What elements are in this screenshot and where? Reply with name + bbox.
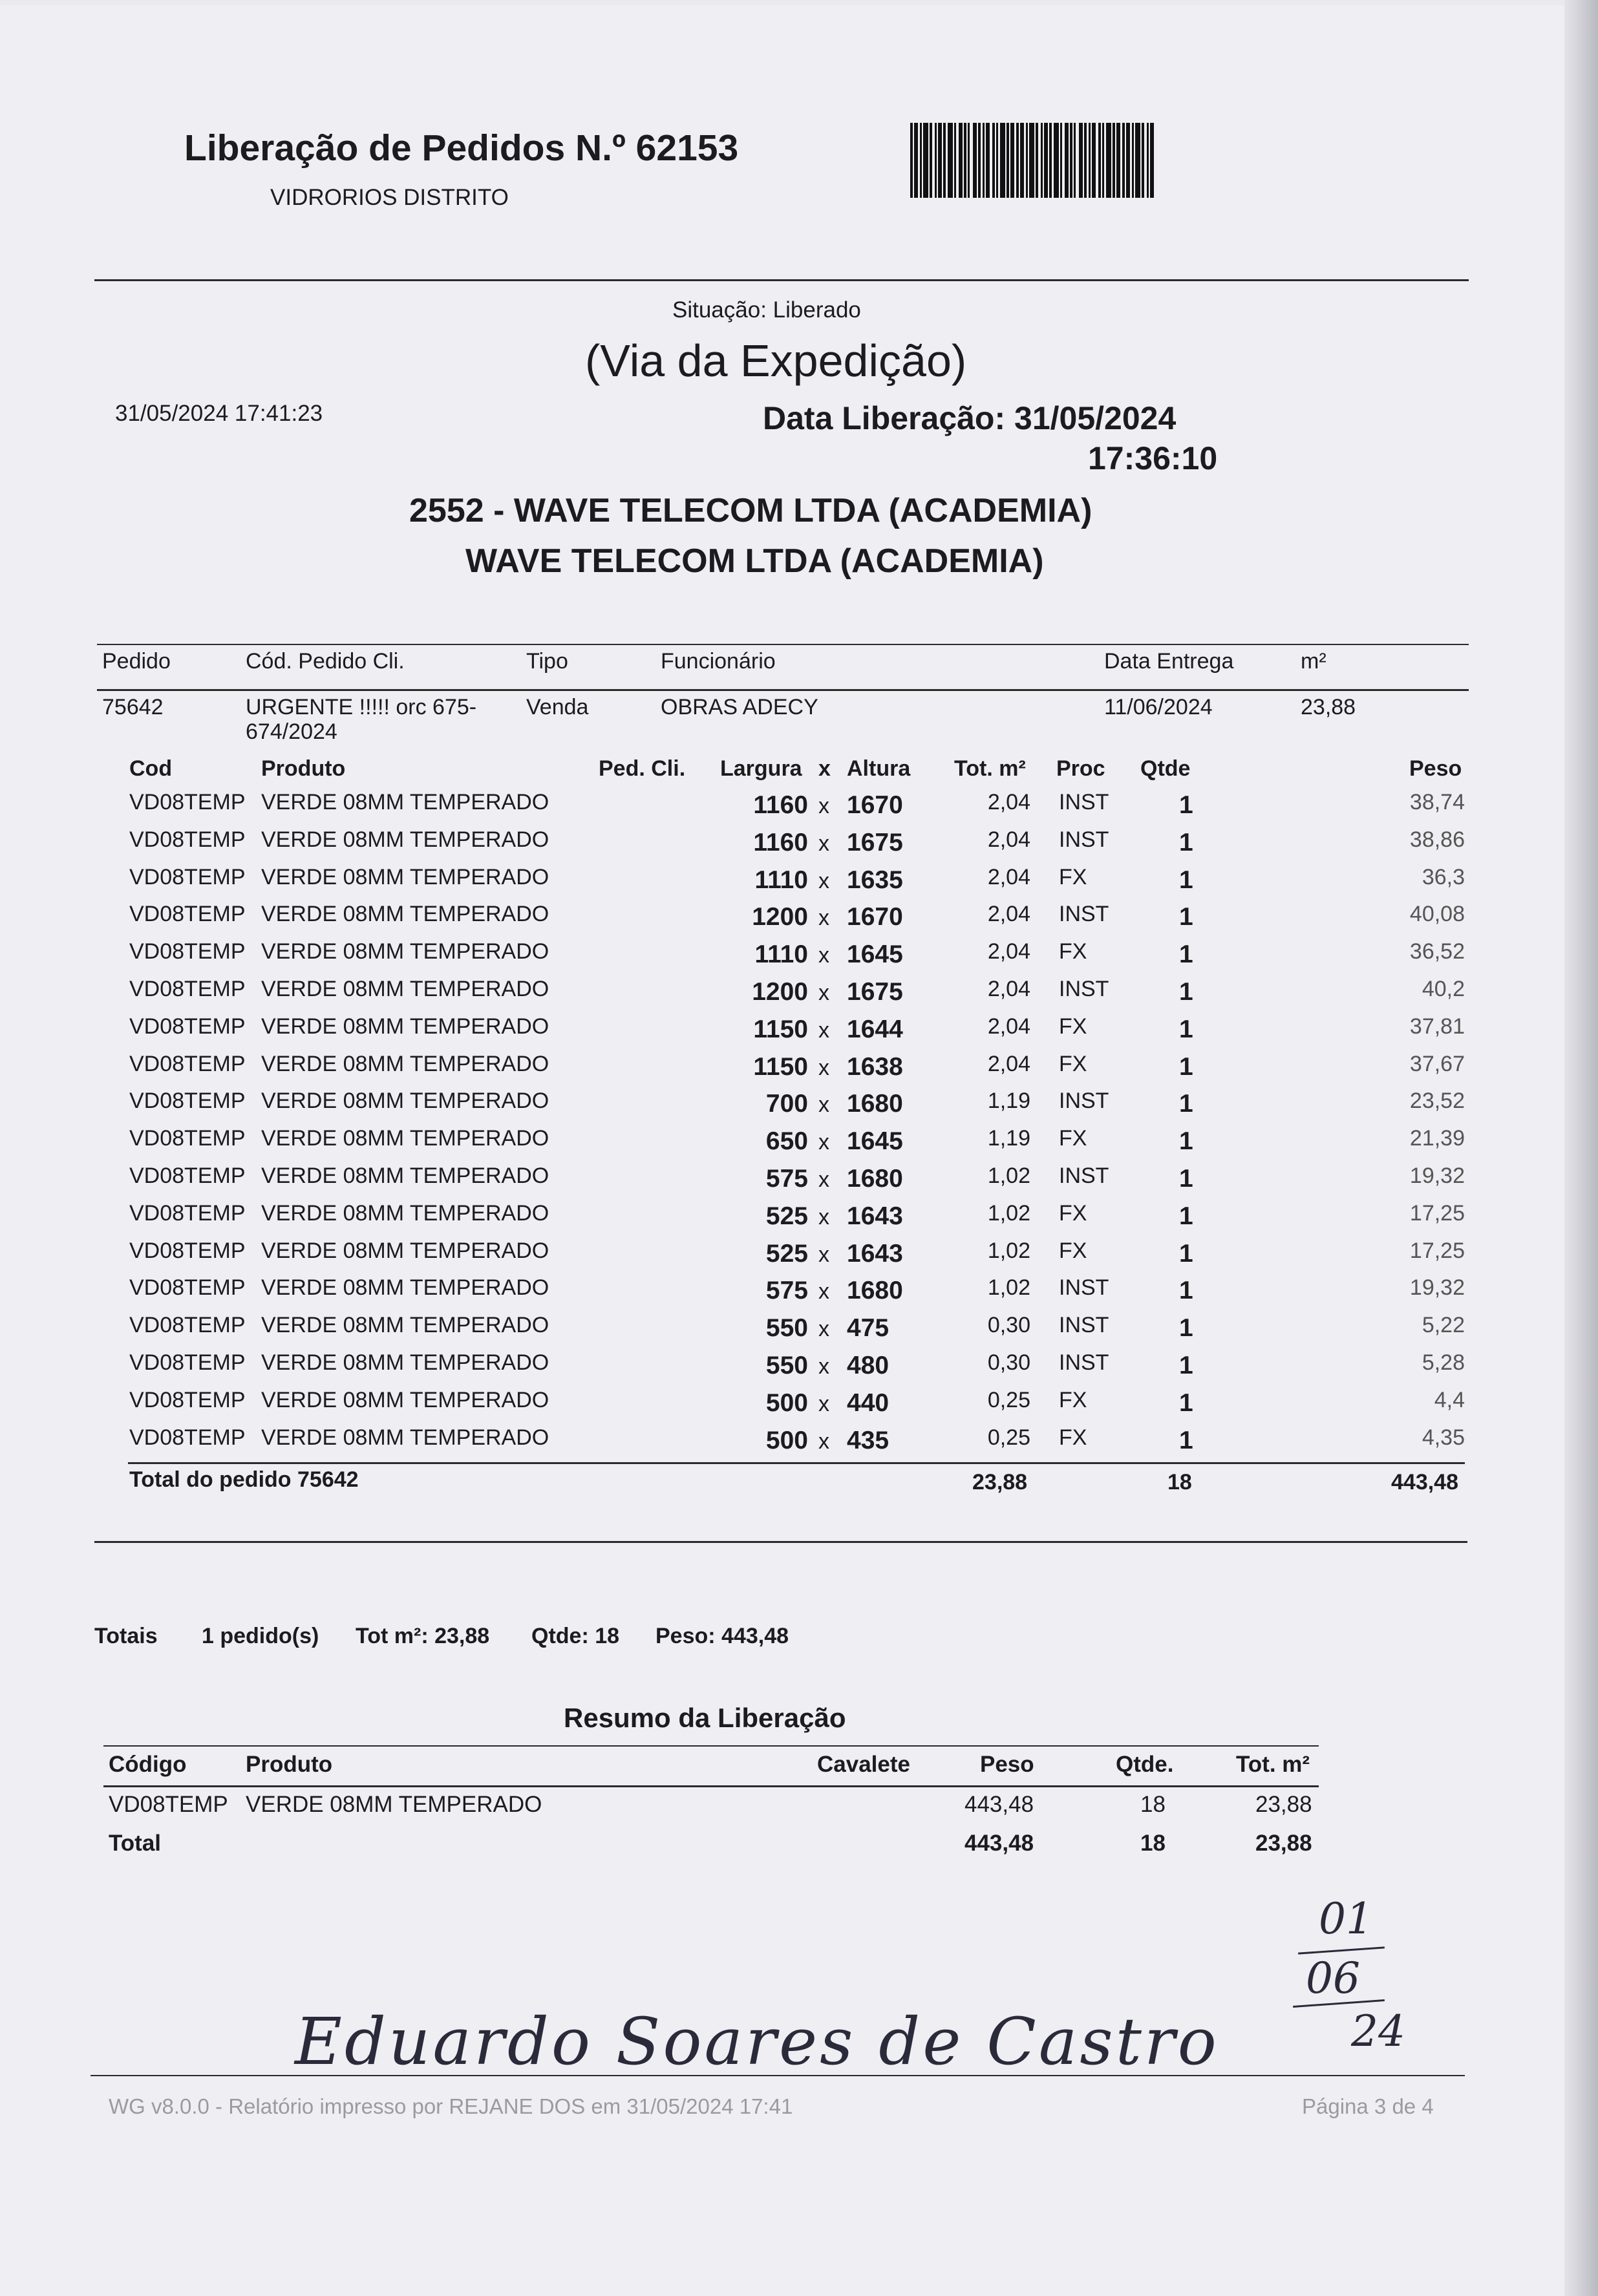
- item-col-qtde: Qtde: [1140, 756, 1191, 781]
- item-proc: FX: [1059, 1238, 1087, 1263]
- summary-total-qtde: 18: [1140, 1831, 1166, 1856]
- item-tot-m2: 2,04: [987, 1052, 1030, 1076]
- item-qtde: 1: [1179, 1314, 1193, 1342]
- summary-title: Resumo da Liberação: [564, 1703, 846, 1733]
- item-peso: 40,2: [1422, 977, 1465, 1001]
- col-funcionario: Funcionário: [661, 649, 776, 674]
- item-tot-m2: 2,04: [987, 1014, 1030, 1039]
- item-largura: 525: [765, 1240, 808, 1268]
- summary-col-codigo: Código: [109, 1752, 187, 1777]
- item-peso: 21,39: [1409, 1126, 1465, 1151]
- item-proc: FX: [1059, 1388, 1087, 1412]
- item-cod: VD08TEMP: [129, 977, 246, 1001]
- item-peso: 38,74: [1409, 790, 1465, 814]
- item-x-sign: x: [818, 1392, 829, 1416]
- summary-header-line: [103, 1785, 1319, 1787]
- item-altura: 1670: [847, 903, 903, 931]
- handwritten-month: 06: [1306, 1953, 1360, 2003]
- item-x-sign: x: [818, 1167, 829, 1192]
- item-proc: FX: [1059, 1052, 1087, 1076]
- signature: Eduardo Soares de Castro: [295, 2004, 1219, 2079]
- item-qtde: 1: [1179, 903, 1193, 931]
- item-cod: VD08TEMP: [129, 1313, 246, 1337]
- item-qtde: 1: [1179, 791, 1193, 819]
- item-qtde: 1: [1179, 1240, 1193, 1268]
- order-m2: 23,88: [1301, 695, 1356, 719]
- item-tot-m2: 2,04: [987, 865, 1030, 889]
- document-title: Liberação de Pedidos N.º 62153: [184, 127, 739, 169]
- item-cod: VD08TEMP: [129, 865, 246, 889]
- summary-total-label: Total: [109, 1831, 162, 1856]
- item-proc: FX: [1059, 939, 1087, 964]
- item-peso: 5,28: [1422, 1350, 1465, 1375]
- item-proc: INST: [1059, 1313, 1109, 1337]
- item-peso: 37,67: [1409, 1052, 1465, 1076]
- totals-orders: 1 pedido(s): [202, 1624, 319, 1648]
- item-produto: VERDE 08MM TEMPERADO: [261, 1350, 549, 1375]
- order-total-m2: 23,88: [972, 1470, 1028, 1494]
- col-pedido: Pedido: [102, 649, 171, 674]
- item-cod: VD08TEMP: [129, 1164, 246, 1188]
- item-altura: 440: [847, 1389, 890, 1417]
- item-qtde: 1: [1179, 1352, 1193, 1379]
- summary-col-cavalete: Cavalete: [817, 1752, 910, 1777]
- item-x-sign: x: [818, 981, 829, 1005]
- summary-col-produto: Produto: [246, 1752, 333, 1777]
- item-peso: 37,81: [1409, 1014, 1465, 1039]
- item-tot-m2: 2,04: [987, 902, 1030, 926]
- totals-label: Totais: [94, 1624, 158, 1648]
- item-peso: 19,32: [1409, 1164, 1465, 1188]
- item-col-proc: Proc: [1056, 756, 1105, 781]
- item-col-altura: Altura: [847, 756, 911, 781]
- item-proc: INST: [1059, 1275, 1109, 1300]
- item-altura: 1680: [847, 1165, 903, 1193]
- item-peso: 36,3: [1422, 865, 1465, 889]
- order-delivery-date: 11/06/2024: [1104, 695, 1213, 719]
- handwritten-day: 01: [1319, 1894, 1373, 1944]
- item-proc: FX: [1059, 1425, 1087, 1450]
- item-altura: 1675: [847, 829, 903, 856]
- client-code-name: 2552 - WAVE TELECOM LTDA (ACADEMIA): [409, 492, 1092, 529]
- item-altura: 1643: [847, 1202, 903, 1230]
- item-produto: VERDE 08MM TEMPERADO: [261, 1388, 549, 1412]
- copy-type: (Via da Expedição): [585, 335, 967, 386]
- item-cod: VD08TEMP: [129, 790, 246, 814]
- summary-total-tot-m2: 23,88: [1255, 1831, 1312, 1856]
- item-qtde: 1: [1179, 866, 1193, 894]
- summary-col-peso: Peso: [980, 1752, 1034, 1777]
- item-largura: 1200: [752, 978, 808, 1006]
- item-proc: FX: [1059, 1201, 1087, 1226]
- item-x-sign: x: [818, 943, 829, 968]
- item-cod: VD08TEMP: [129, 939, 246, 964]
- item-proc: INST: [1059, 902, 1109, 926]
- item-largura: 1200: [752, 903, 808, 931]
- col-data-entrega: Data Entrega: [1104, 649, 1234, 674]
- item-peso: 17,25: [1409, 1201, 1465, 1226]
- item-x-sign: x: [818, 1279, 829, 1304]
- item-altura: 1675: [847, 978, 903, 1006]
- summary-total-peso: 443,48: [964, 1831, 1034, 1856]
- item-x-sign: x: [818, 831, 829, 856]
- item-tot-m2: 2,04: [987, 827, 1030, 852]
- items-total-line: [128, 1462, 1465, 1464]
- item-x-sign: x: [818, 1056, 829, 1080]
- company-name: VIDRORIOS DISTRITO: [270, 185, 509, 210]
- item-produto: VERDE 08MM TEMPERADO: [261, 1052, 549, 1076]
- item-cod: VD08TEMP: [129, 1425, 246, 1450]
- item-peso: 4,4: [1434, 1388, 1465, 1412]
- summary-row-produto: VERDE 08MM TEMPERADO: [246, 1792, 542, 1817]
- item-produto: VERDE 08MM TEMPERADO: [261, 1313, 549, 1337]
- item-x-sign: x: [818, 1242, 829, 1267]
- item-peso: 4,35: [1422, 1425, 1465, 1450]
- item-produto: VERDE 08MM TEMPERADO: [261, 1089, 549, 1113]
- item-proc: INST: [1059, 1089, 1109, 1113]
- item-cod: VD08TEMP: [129, 1052, 246, 1076]
- item-peso: 5,22: [1422, 1313, 1465, 1337]
- item-proc: FX: [1059, 1014, 1087, 1039]
- item-cod: VD08TEMP: [129, 1238, 246, 1263]
- order-total-label: Total do pedido 75642: [129, 1467, 359, 1492]
- item-col-tot-m2: Tot. m²: [954, 756, 1026, 781]
- page-edge-shadow: [1564, 0, 1598, 2296]
- item-tot-m2: 1,02: [987, 1238, 1030, 1263]
- item-largura: 700: [765, 1090, 808, 1118]
- item-altura: 1644: [847, 1015, 903, 1043]
- item-peso: 19,32: [1409, 1275, 1465, 1300]
- item-col-largura: Largura: [720, 756, 802, 781]
- item-col-x: x: [818, 756, 831, 781]
- item-x-sign: x: [818, 1317, 829, 1341]
- item-tot-m2: 2,04: [987, 977, 1030, 1001]
- order-client-code-line2: 674/2024: [246, 719, 337, 744]
- item-produto: VERDE 08MM TEMPERADO: [261, 827, 549, 852]
- item-proc: INST: [1059, 1164, 1109, 1188]
- item-qtde: 1: [1179, 1165, 1193, 1193]
- item-peso: 36,52: [1409, 939, 1465, 964]
- item-tot-m2: 0,25: [987, 1425, 1030, 1450]
- item-produto: VERDE 08MM TEMPERADO: [261, 1014, 549, 1039]
- summary-col-tot-m2: Tot. m²: [1236, 1752, 1310, 1777]
- totals-peso: Peso: 443,48: [655, 1624, 789, 1648]
- printed-datetime: 31/05/2024 17:41:23: [115, 401, 323, 426]
- item-produto: VERDE 08MM TEMPERADO: [261, 977, 549, 1001]
- item-tot-m2: 1,02: [987, 1201, 1030, 1226]
- item-altura: 1680: [847, 1277, 903, 1304]
- item-altura: 480: [847, 1352, 890, 1379]
- client-name: WAVE TELECOM LTDA (ACADEMIA): [465, 542, 1044, 580]
- item-produto: VERDE 08MM TEMPERADO: [261, 1238, 549, 1263]
- item-proc: INST: [1059, 790, 1109, 814]
- totals-m2: Tot m²: 23,88: [356, 1624, 490, 1648]
- order-number: 75642: [102, 695, 164, 719]
- item-x-sign: x: [818, 1018, 829, 1043]
- item-x-sign: x: [818, 1429, 829, 1454]
- item-largura: 500: [765, 1389, 808, 1417]
- item-peso: 40,08: [1409, 902, 1465, 926]
- footer-page-number: Página 3 de 4: [1302, 2094, 1434, 2118]
- item-produto: VERDE 08MM TEMPERADO: [261, 865, 549, 889]
- order-total-qtde: 18: [1167, 1470, 1192, 1494]
- item-largura: 1150: [753, 1015, 808, 1043]
- item-x-sign: x: [818, 1354, 829, 1379]
- item-altura: 1645: [847, 1127, 903, 1155]
- item-largura: 525: [765, 1202, 808, 1230]
- item-col-ped-cli: Ped. Cli.: [599, 756, 686, 781]
- item-tot-m2: 1,19: [987, 1126, 1030, 1151]
- release-date: Data Liberação: 31/05/2024: [763, 400, 1177, 436]
- handwritten-year: 24: [1351, 2006, 1405, 2056]
- item-qtde: 1: [1179, 1053, 1193, 1081]
- item-largura: 550: [765, 1314, 808, 1342]
- item-tot-m2: 0,30: [987, 1350, 1030, 1375]
- section-divider: [94, 1541, 1467, 1543]
- col-tipo: Tipo: [526, 649, 568, 674]
- item-produto: VERDE 08MM TEMPERADO: [261, 1425, 549, 1450]
- item-col-peso: Peso: [1409, 756, 1462, 781]
- order-total-peso: 443,48: [1391, 1470, 1458, 1494]
- item-qtde: 1: [1179, 978, 1193, 1006]
- item-cod: VD08TEMP: [129, 1350, 246, 1375]
- summary-row-peso: 443,48: [964, 1792, 1034, 1817]
- signature-line: [91, 2075, 1465, 2076]
- order-type: Venda: [526, 695, 589, 719]
- item-tot-m2: 0,25: [987, 1388, 1030, 1412]
- item-altura: 435: [847, 1427, 890, 1454]
- item-x-sign: x: [818, 906, 829, 930]
- item-tot-m2: 1,19: [987, 1089, 1030, 1113]
- item-produto: VERDE 08MM TEMPERADO: [261, 1164, 549, 1188]
- order-employee: OBRAS ADECY: [661, 695, 818, 719]
- item-col-produto: Produto: [261, 756, 346, 781]
- item-largura: 550: [765, 1352, 808, 1379]
- item-qtde: 1: [1179, 1015, 1193, 1043]
- item-qtde: 1: [1179, 1202, 1193, 1230]
- item-proc: INST: [1059, 827, 1109, 852]
- item-proc: INST: [1059, 1350, 1109, 1375]
- col-cod-pedido-cli: Cód. Pedido Cli.: [246, 649, 405, 674]
- item-qtde: 1: [1179, 941, 1193, 968]
- item-altura: 1670: [847, 791, 903, 819]
- item-produto: VERDE 08MM TEMPERADO: [261, 1126, 549, 1151]
- item-largura: 575: [765, 1165, 808, 1193]
- item-produto: VERDE 08MM TEMPERADO: [261, 1275, 549, 1300]
- item-col-cod: Cod: [129, 756, 173, 781]
- item-cod: VD08TEMP: [129, 1014, 246, 1039]
- item-qtde: 1: [1179, 1127, 1193, 1155]
- item-tot-m2: 2,04: [987, 790, 1030, 814]
- item-proc: FX: [1059, 1126, 1087, 1151]
- item-cod: VD08TEMP: [129, 1089, 246, 1113]
- item-produto: VERDE 08MM TEMPERADO: [261, 1201, 549, 1226]
- header-divider: [94, 279, 1469, 281]
- item-altura: 475: [847, 1314, 890, 1342]
- item-largura: 500: [765, 1427, 808, 1454]
- item-largura: 1160: [753, 791, 808, 819]
- summary-row-qtde: 18: [1140, 1792, 1166, 1817]
- item-altura: 1638: [847, 1053, 903, 1081]
- order-header-bottom-line: [97, 689, 1469, 691]
- summary-col-qtde: Qtde.: [1116, 1752, 1174, 1777]
- item-largura: 1110: [754, 941, 808, 968]
- item-qtde: 1: [1179, 1427, 1193, 1454]
- barcode-icon: [910, 123, 1155, 198]
- item-peso: 17,25: [1409, 1238, 1465, 1263]
- item-tot-m2: 1,02: [987, 1164, 1030, 1188]
- item-proc: INST: [1059, 977, 1109, 1001]
- summary-row-codigo: VD08TEMP: [109, 1792, 228, 1817]
- summary-top-line: [103, 1745, 1319, 1747]
- col-m2: m²: [1301, 649, 1326, 674]
- item-altura: 1645: [847, 941, 903, 968]
- item-cod: VD08TEMP: [129, 902, 246, 926]
- item-altura: 1680: [847, 1090, 903, 1118]
- item-x-sign: x: [818, 1130, 829, 1154]
- item-cod: VD08TEMP: [129, 1388, 246, 1412]
- item-qtde: 1: [1179, 829, 1193, 856]
- footer-print-info: WG v8.0.0 - Relatório impresso por REJANE DOS em 31/05/2024 17:41: [109, 2094, 793, 2118]
- status-text: Situação: Liberado: [672, 297, 861, 323]
- item-largura: 1150: [753, 1053, 808, 1081]
- item-cod: VD08TEMP: [129, 1126, 246, 1151]
- item-largura: 575: [765, 1277, 808, 1304]
- item-largura: 650: [765, 1127, 808, 1155]
- order-client-code-line1: URGENTE !!!!! orc 675-: [246, 695, 477, 719]
- item-tot-m2: 2,04: [987, 939, 1030, 964]
- item-altura: 1635: [847, 866, 903, 894]
- summary-row-tot-m2: 23,88: [1255, 1792, 1312, 1817]
- item-peso: 38,86: [1409, 827, 1465, 852]
- item-qtde: 1: [1179, 1090, 1193, 1118]
- item-produto: VERDE 08MM TEMPERADO: [261, 790, 549, 814]
- item-x-sign: x: [818, 1205, 829, 1229]
- item-qtde: 1: [1179, 1277, 1193, 1304]
- item-peso: 23,52: [1409, 1089, 1465, 1113]
- item-largura: 1160: [753, 829, 808, 856]
- item-proc: FX: [1059, 865, 1087, 889]
- item-altura: 1643: [847, 1240, 903, 1268]
- item-cod: VD08TEMP: [129, 827, 246, 852]
- order-header-top-line: [97, 644, 1469, 645]
- release-time: 17:36:10: [1088, 440, 1218, 476]
- item-cod: VD08TEMP: [129, 1201, 246, 1226]
- item-produto: VERDE 08MM TEMPERADO: [261, 939, 549, 964]
- item-tot-m2: 0,30: [987, 1313, 1030, 1337]
- item-qtde: 1: [1179, 1389, 1193, 1417]
- item-x-sign: x: [818, 794, 829, 818]
- item-x-sign: x: [818, 869, 829, 893]
- item-cod: VD08TEMP: [129, 1275, 246, 1300]
- item-largura: 1110: [754, 866, 808, 894]
- item-x-sign: x: [818, 1092, 829, 1117]
- item-produto: VERDE 08MM TEMPERADO: [261, 902, 549, 926]
- totals-qtde: Qtde: 18: [531, 1624, 620, 1648]
- item-tot-m2: 1,02: [987, 1275, 1030, 1300]
